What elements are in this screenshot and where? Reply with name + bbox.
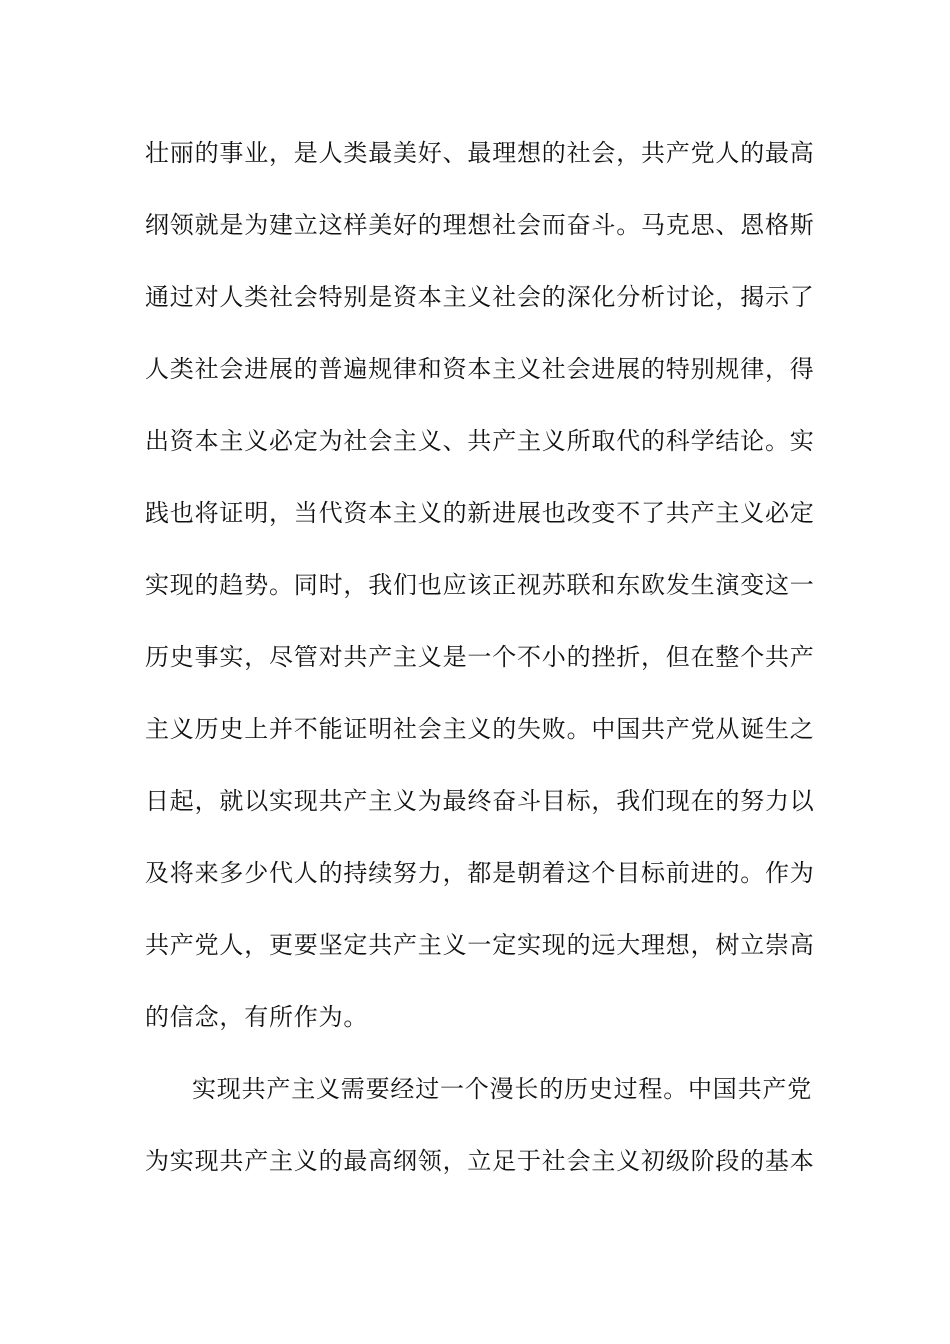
text-line-indented: 实现共产主义需要经过一个漫长的历史过程。中国共产党 (192, 1075, 812, 1103)
text-line: 纲领就是为建立这样美好的理想社会而奋斗。马克思、恩格斯 (145, 211, 815, 239)
text-line: 践也将证明，当代资本主义的新进展也改变不了共产主义必定 (145, 499, 815, 527)
text-line: 人类社会进展的普遍规律和资本主义社会进展的特别规律，得 (145, 355, 815, 383)
body-text (145, 127, 815, 1207)
text-line: 的信念，有所作为。 (145, 1003, 369, 1031)
paragraph-2 (145, 1063, 815, 1207)
paragraph-1 (145, 127, 815, 1063)
text-line: 出资本主义必定为社会主义、共产主义所取代的科学结论。实 (145, 427, 815, 455)
text-line: 壮丽的事业，是人类最美好、最理想的社会，共产党人的最高 (145, 139, 815, 167)
text-line: 及将来多少代人的持续努力，都是朝着这个目标前进的。作为 (145, 859, 815, 887)
text-line: 历史事实，尽管对共产主义是一个不小的挫折，但在整个共产 (145, 643, 815, 671)
text-line: 主义历史上并不能证明社会主义的失败。中国共产党从诞生之 (145, 715, 815, 743)
text-line: 实现的趋势。同时，我们也应该正视苏联和东欧发生演变这一 (145, 571, 815, 599)
text-line: 共产党人，更要坚定共产主义一定实现的远大理想，树立崇高 (145, 931, 815, 959)
text-line: 日起，就以实现共产主义为最终奋斗目标，我们现在的努力以 (145, 787, 815, 815)
text-line: 为实现共产主义的最高纲领，立足于社会主义初级阶段的基本 (145, 1147, 815, 1175)
text-line: 通过对人类社会特别是资本主义社会的深化分析讨论，揭示了 (145, 283, 815, 311)
